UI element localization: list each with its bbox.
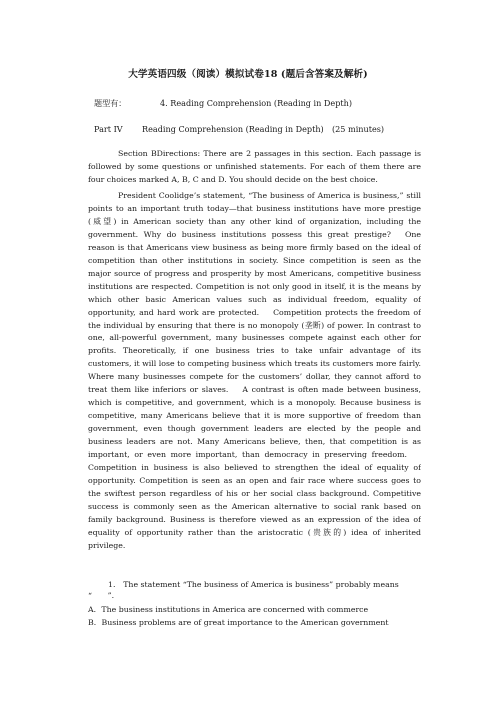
question-1-option-b[interactable]: B．Business problems are of great importance to the American government <box>88 618 389 627</box>
part-title: Reading Comprehension (Reading in Depth) <box>142 124 324 134</box>
directions-text: Section BDirections: There are 2 passages in this section. Each passage is followed by some questions or unfinished statements. For each of them there are four choices marked A, B, C and D. You should decide on the best choice. <box>88 149 421 184</box>
passage-segment-5: Competition in business is also believed to strengthen the ideal of equality of opportunity. Competition is seen as an open and fair race where success goes to the swiftest person regardless of his or her social class background. Competitive success is commonly seen as the American alternative to social rank based on family background. Business is therefore viewed as an expression of the idea of equality of opportunity rather than the aristocratic (贵族的) idea of inherited privilege. <box>88 463 421 550</box>
section-b-directions <box>88 148 421 187</box>
reading-passage <box>88 190 421 560</box>
document-title: 大学英语四级（阅读）模拟试卷18 (题后含答案及解析) <box>128 69 368 80</box>
part-label: Part IV <box>94 124 123 134</box>
passage-segment-1: President Coolidge’s statement, “The business of America is business,” still points to an important truth today—that business institutions have more prestige (威望) in American society than any other kind of organization, including the government. Why do business institutions possess this great prestige? <box>88 191 421 239</box>
passage-segment-4: A contrast is often made between business, which is competitive, and government, which is a monopoly. Because business is competitive, many Americans believe that it is more supportive of freedom than government, even though government leaders are elected by the people and business leaders are not. Many Americans believe, then, that competition is as important, or even more important, than democracy in preserving freedom. <box>88 385 421 460</box>
question-1-stem <box>88 579 421 601</box>
question-type-label: 题型有： <box>94 98 127 108</box>
passage-segment-2: One reason is that Americans view business as being more firmly based on the ideal of competition than other institutions in society. Since competition is seen as the major source of progress and prosperity by most Americans, competitive business institutions are respected. Competition is not only good in itself, it is the means by which other basic American values such as individual freedom, equality of opportunity, and hard work are protected. <box>88 229 421 317</box>
question-1-stem-text: 1. The statement “The business of America is business” probably means “ ”. <box>88 580 399 600</box>
question-1-option-a[interactable]: A．The business institutions in America are concerned with commerce <box>88 605 369 614</box>
part-time: (25 minutes) <box>332 124 385 134</box>
question-type-value: 4. Reading Comprehension (Reading in Depth) <box>160 98 352 108</box>
passage-segment-3: Competition protects the freedom of the individual by ensuring that there is no monopoly (垄断) of power. In contrast to one, all-powerful government, many businesses compete against each other for profits. Theoretically, if one business tries to take unfair advantage of its customers, it will lose to competing business which treats its customers more fairly. Where many businesses compete for the customers’ dollar, they cannot afford to treat them like inferiors or slaves. <box>88 307 421 395</box>
